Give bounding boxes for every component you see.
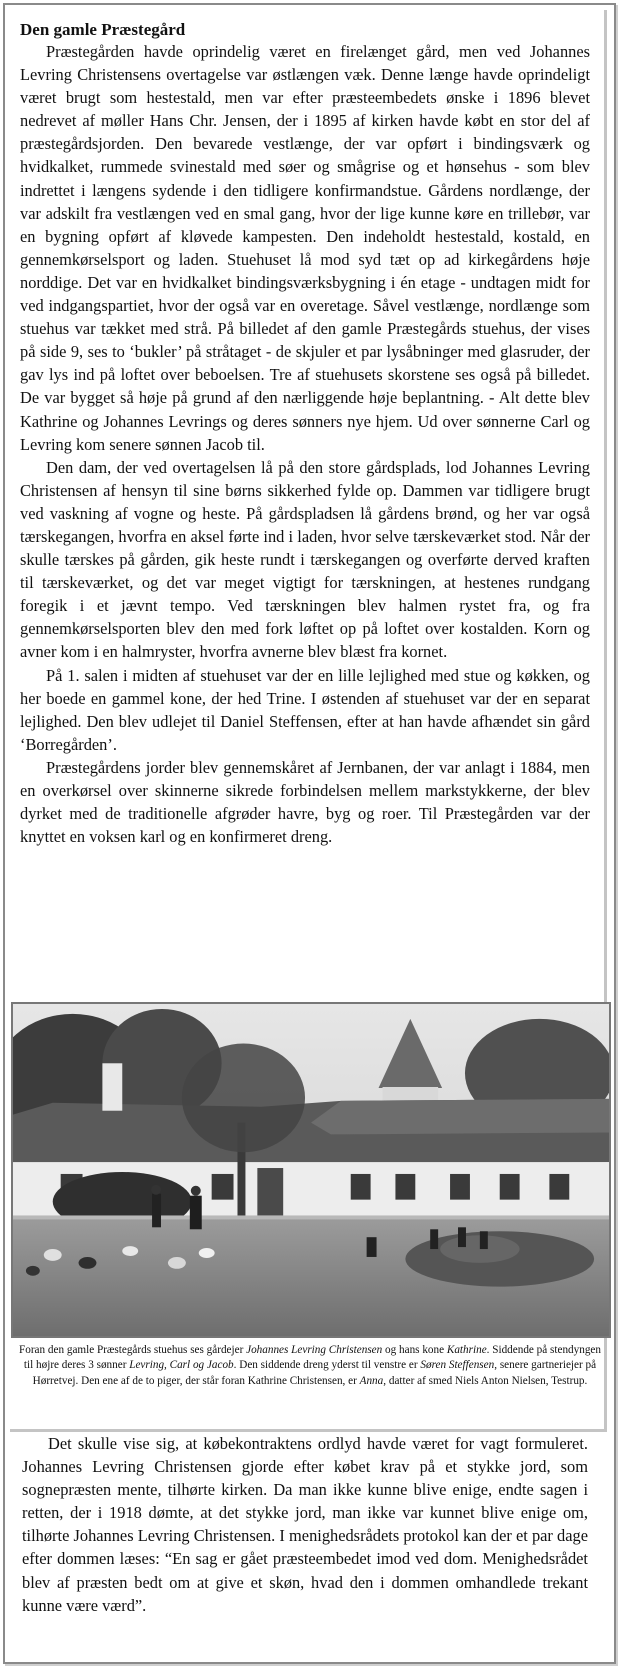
article-title: Den gamle Præstegård xyxy=(20,20,186,39)
caption-text: . Den siddende dreng yderst til venstre er xyxy=(233,1359,421,1372)
paragraph: Præstegården havde oprindelig været en firelænget gård, men ved Johannes Levring Christensens overtagelse var østlængen væk. Denne længe havde oprindeligt været brugt som hestestald, men var efter præsteembedets ønske i 1896 blevet nedrevet af møller Hans Chr. Jensen, der i 1895 af kirken havde købt en stor del af præstegårdsjorden. Den bevarede vestlænge, der var opført i bindingsværk og hvidkalket, rummede svinestald med søer og smågrise og et hønsehus - som blev indrettet i længens sydende i den tidligere konfirmandstue. Gårdens nordlænge, der var adskilt fra vestlængen ved en smal gang, hvor der lige kunne køre en trillebør, var en bygning opført af kløvede kampesten. Den indeholdt hestestald, kostald, en gennemkørselsport og laden. Stuehuset lå mod syd tæt op ad kirkegårdens høje norddige. Det var en hvidkalket bindingsværksbygning i én etage - undtagen midt for ved indgangspartiet, hvor der også var en overetage. Såvel vestlænge, nordlænge som stuehus var tækket med strå. På billedet af den gamle Præstegårds stuehus, der vises på side 9, ses to ‘bukler’ på stråtaget - de skjuler et par lysåbninger med glasruder, der gav lys ind på loftet over beboelsen. Tre af stuehusets skorstene ses også på billedet. De var bygget så høje på grund af den nærliggende høje beplantning. - Alt dette blev Kathrine og Johannes Levrings og deres sønners nye hjem. Ud over sønnerne Carl og Levring kom senere sønnen Jacob til. xyxy=(20,42,590,454)
caption-name: Kathrine xyxy=(446,1344,487,1356)
caption-text: , datter af smed Niels Anton Nielsen, Testrup. xyxy=(383,1374,588,1387)
caption-name: Anna xyxy=(359,1374,384,1387)
caption-text: og hans kone xyxy=(382,1344,447,1356)
paragraph: Det skulle vise sig, at købekontraktens ordlyd havde været for vagt formuleret. Johannes Levring Christensen gjorde efter købet krav på et stykke jord, som sognepræsten mente, tilhørte kirken. Da man ikke kunne blive enige, endte sagen i retten, der i 1918 dømte, at det stykke jord, man ikke var kunnet blive enige om, tilhørte Johannes Levring Christensen. I menighedsrådets protokol kan der et par dage efter dommen læses: “En sag er gået præsteembedet imod ved dom. Menighedsrådet blev af præsten bedt om at give et skøn, hvad den i dommen omhandlede trekant kunne være værd”. xyxy=(22,1434,588,1615)
paragraph: På 1. salen i midten af stuehuset var der en lille lejlighed med stue og køkken, og her boede en gammel kone, der hed Trine. I østenden af stuehuset var der en separat lejlighed. Den blev udlejet til Daniel Steffensen, efter at han havde afhændet sin gård ‘Borregården’. xyxy=(20,665,590,754)
article-body xyxy=(20,40,590,848)
farmhouse-photo xyxy=(11,1002,611,1338)
farmhouse-photo-drawing xyxy=(13,1004,609,1336)
paragraph: Den dam, der ved overtagelsen lå på den store gårdsplads, lod Johannes Levring Christensen af hensyn til sine børns sikkerhed fylde op. Dammen var tidligere brugt ved vaskning af vogne og heste. På gårdspladsen lå gårdens brønd, og her var også tærskegangen, hvorfra en aksel førte ind i laden, hvor selve tærskeværket stod. Når der skulle tærskes på gården, gik heste rundt i tærskegangen og overførte derved kraften til tærskeværket, og det var meget vigtigt for tærskningen, at hestenes rundgang foregik i et jævnt tempo. Ved tærskningen blev halmen rystet fra, og fra gennemkørselsporten blev den med fork løftet op på loftet over kostalden. Korn og avner kom i en halmryster, hvorfra avnerne blev blæst fra kornet. xyxy=(20,457,590,662)
bottom-body xyxy=(22,1432,588,1617)
caption-name: Søren Steffensen xyxy=(420,1359,495,1372)
caption-name: Levring, Carl og Jacob xyxy=(129,1359,234,1372)
caption-text: , senere gartneriejer på Hørretvej. Den ene af de to piger, der står foran Kathrine Christensen, er xyxy=(32,1359,597,1387)
caption-text: Foran den gamle Præstegårds stuehus ses gårdejer xyxy=(19,1344,247,1356)
caption-name: Johannes Levring Christensen xyxy=(246,1344,383,1356)
photo-caption xyxy=(14,1343,606,1389)
paragraph: Præstegårdens jorder blev gennemskåret af Jernbanen, der var anlagt i 1884, men en overkørsel over skinnerne sikrede forbindelsen mellem markstykkerne, der blev dyrket med de traditionelle afgrøder havre, byg og roer. Til Præstegården var der knyttet en voksen karl og en konfirmeret dreng. xyxy=(20,757,590,847)
caption-text: . Siddende på stendyngen til højre deres 3 sønner xyxy=(23,1344,601,1372)
